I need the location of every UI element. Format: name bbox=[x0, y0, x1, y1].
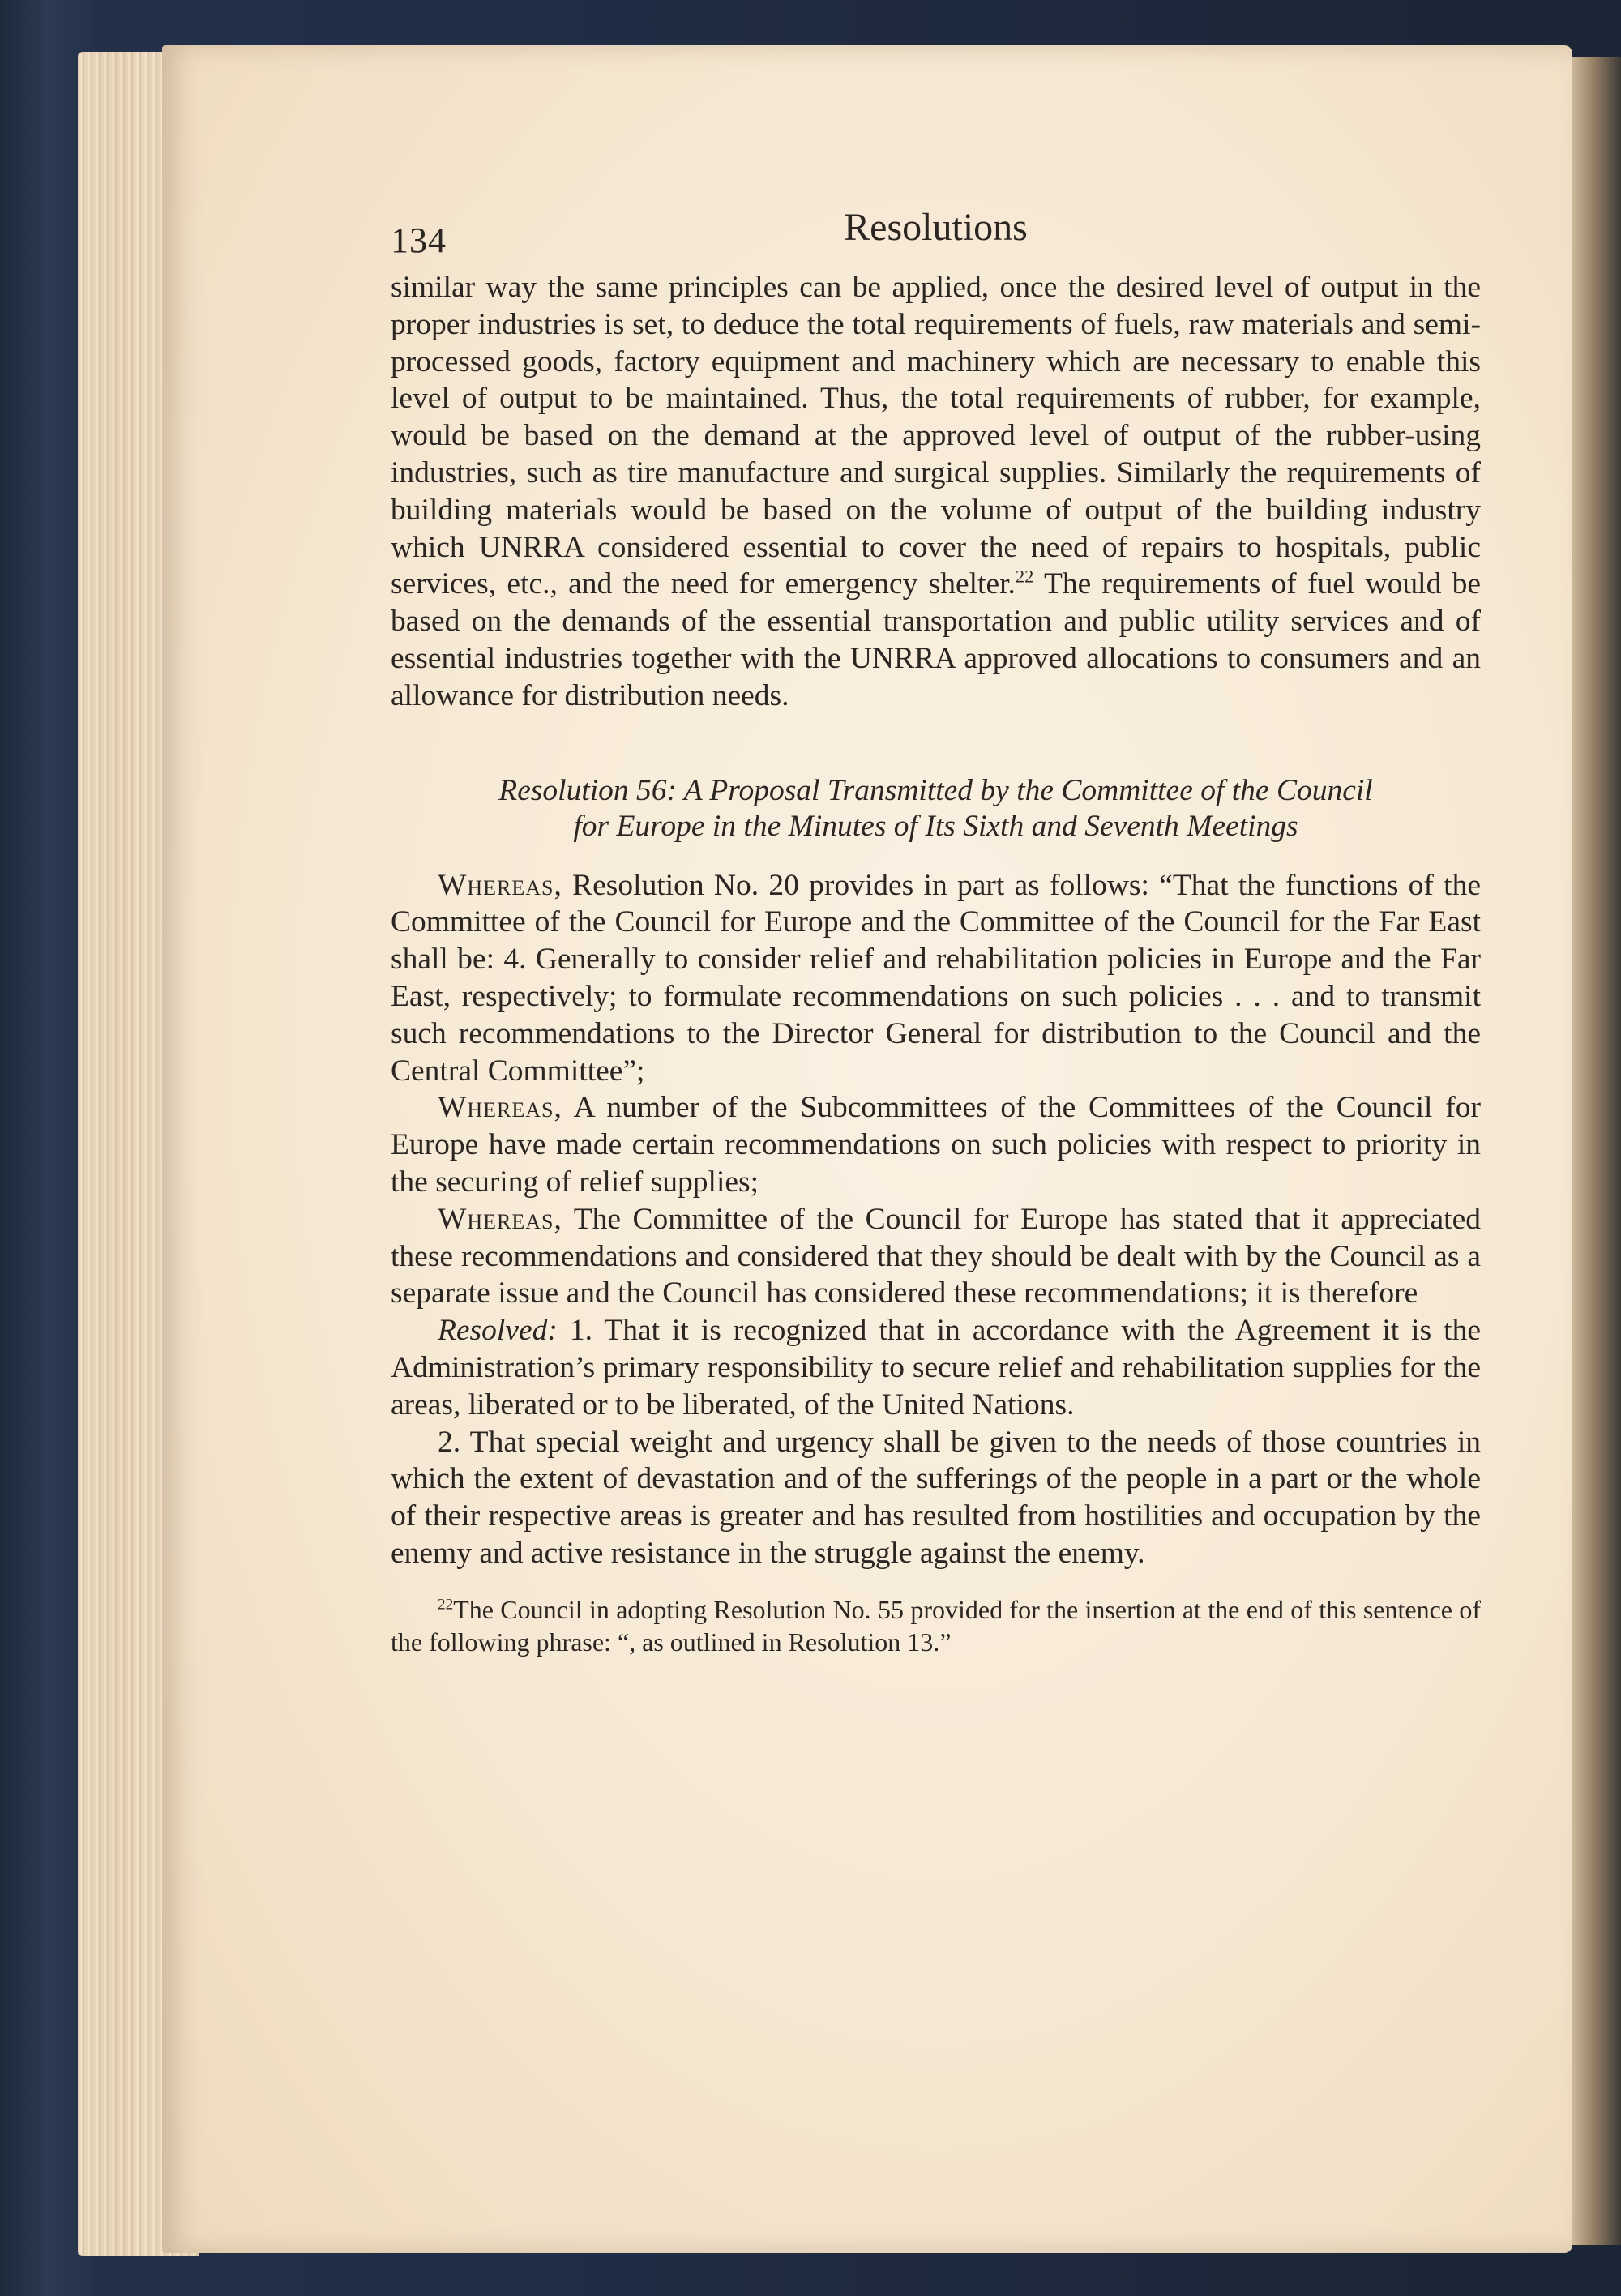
page-text bbox=[391, 195, 1481, 1658]
page-header bbox=[391, 195, 1481, 269]
resolved-paragraph-1 bbox=[391, 1312, 1481, 1423]
continuation-tail-text: The requirements of fuel would be based on the demands of the essential transportation and public utility services and of essential industries together with the UNRRA approved allocations to consumers and an allowance for distribution needs. bbox=[391, 567, 1481, 712]
footnote-number: 22 bbox=[438, 1596, 454, 1614]
whereas-label: Whereas, bbox=[438, 868, 562, 902]
running-head: Resolutions bbox=[844, 206, 1028, 249]
whereas-paragraph-3 bbox=[391, 1201, 1481, 1312]
resolution-heading-line-1: Resolution 56: A Proposal Transmitted by the Committee of the Council bbox=[498, 773, 1373, 807]
page-number: 134 bbox=[391, 220, 447, 260]
whereas-label: Whereas, bbox=[438, 1202, 562, 1236]
whereas-text-2: A number of the Subcommittees of the Committees of the Council for Europe have made certain recommendations on such policies with respect to priority in the securing of relief supplies; bbox=[391, 1091, 1481, 1199]
resolution-heading-line-2: for Europe in the Minutes of Its Sixth and Seventh Meetings bbox=[573, 809, 1298, 843]
book-right-edge bbox=[1572, 57, 1621, 2245]
whereas-label: Whereas, bbox=[438, 1091, 562, 1125]
footnote-reference: 22 bbox=[1015, 566, 1034, 587]
footnote bbox=[391, 1593, 1481, 1658]
resolution-heading bbox=[391, 773, 1481, 844]
whereas-text-1: Resolution No. 20 provides in part as follows: “That the functions of the Committee of the Council for Europe and the Committee of the Council for the Far East shall be: 4. Generally to consider relief and rehabilitation policies in Europe and the Far East, respectively; to formulate recommendations on such policies . . . and to transmit such recommendations to the Director General for distribution to the Council and the Central Committee”; bbox=[391, 868, 1481, 1088]
whereas-paragraph-1 bbox=[391, 867, 1481, 1090]
resolved-label: Resolved: bbox=[438, 1314, 558, 1348]
continuation-paragraph bbox=[391, 269, 1481, 715]
whereas-text-3: The Committee of the Council for Europe has stated that it appreciated these recommendations and considered that they should be dealt with by the Council as a separate issue and the Council has considered these recommendations; it is therefore bbox=[391, 1202, 1481, 1310]
footnote-text: The Council in adopting Resolution No. 55 provided for the insertion at the end of this sentence of the following phrase: “, as outlined in Resolution 13.” bbox=[391, 1594, 1481, 1657]
resolved-text-1: 1. That it is recognized that in accordance with the Agreement it is the Administration’s primary responsibility to secure relief and rehabilitation supplies for the areas, liberated or to be liberated, of the United Nations. bbox=[391, 1314, 1481, 1422]
whereas-paragraph-2 bbox=[391, 1089, 1481, 1200]
continuation-text: similar way the same principles can be applied, once the desired level of output in the proper industries is set, to deduce the total requirements of fuels, raw materials and semi-processed goods, factory equipment and machinery which are necessary to enable this level of output to be maintained. Thus, the total requirements of rubber, for example, would be based on the demand at the approved level of output of the rubber-using industries, such as tire manufacture and surgical supplies. Similarly the requirements of building materials would be based on the volume of output of the building industry which UNRRA considered essential to cover the need of repairs to hospitals, public services, etc., and the need for emergency shelter. bbox=[391, 271, 1481, 601]
resolved-paragraph-2: 2. That special weight and urgency shall be given to the needs of those countries in which the extent of devastation and of the sufferings of the people in a part or the whole of their respective areas is greater and has resulted from hostilities and occupation by the enemy and active resistance in the struggle against the enemy. bbox=[391, 1425, 1481, 1570]
